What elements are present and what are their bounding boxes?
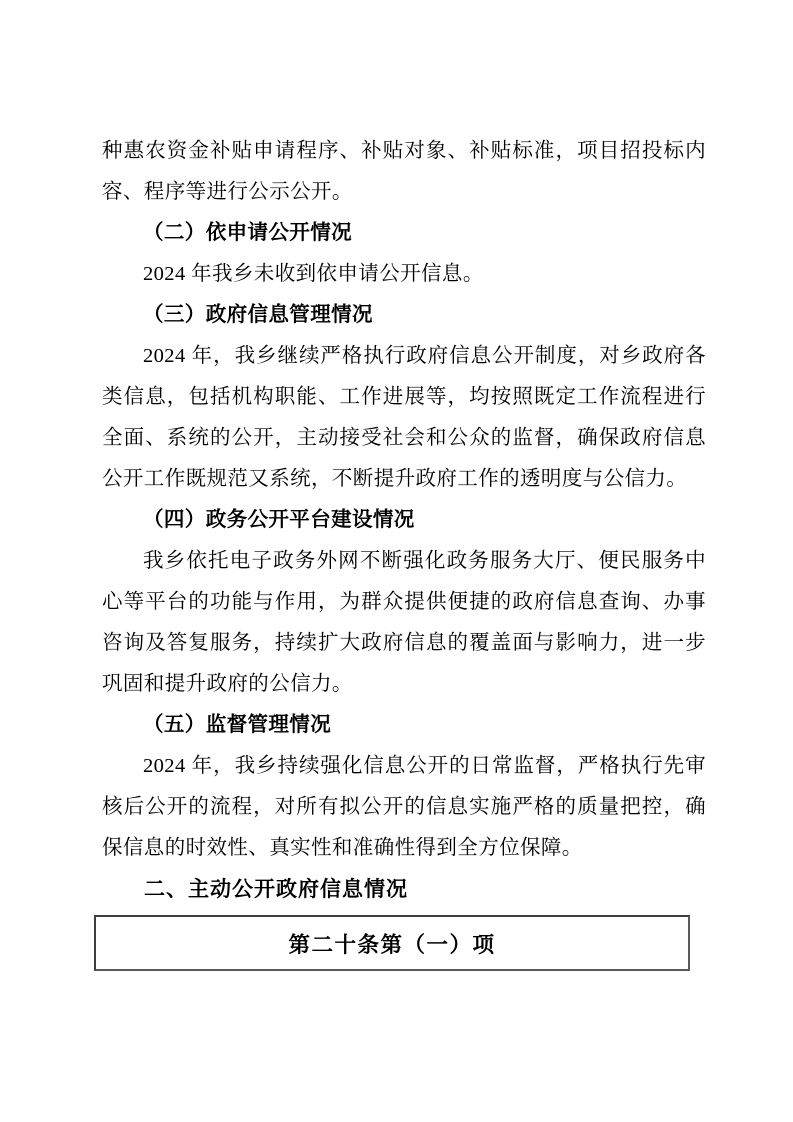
para-continuation-public-notice: 种惠农资金补贴申请程序、补贴对象、补贴标准，项目招投标内容、程序等进行公示公开。 bbox=[102, 140, 706, 203]
para-platform-construction: 我乡依托电子政务外网不断强化政务服务大厅、便民服务中心等平台的功能与作用，为群众提供便捷的政府信息查询、办事咨询及答复服务，持续扩大政府信息的覆盖面与影响力，进一步巩固和提升政府的公信力。 bbox=[102, 550, 706, 695]
para-by-request-disclosure: 2024 年我乡未收到依申请公开信息。 bbox=[143, 263, 484, 285]
subheading-platform-construction: （四）政务公开平台建设情况 bbox=[143, 509, 415, 531]
subheading-supervision-management: （五）监督管理情况 bbox=[143, 714, 332, 736]
subheading-info-management: （三）政府信息管理情况 bbox=[143, 304, 373, 326]
para-supervision-management: 2024 年，我乡持续强化信息公开的日常监督，严格执行先审核后公开的流程，对所有拟公开的信息实施严格的质量把控，确保信息的时效性、真实性和准确性得到全方位保障。 bbox=[102, 755, 706, 859]
document-content bbox=[102, 131, 706, 971]
table-header-box bbox=[94, 915, 690, 971]
subheading-by-request-disclosure: （二）依申请公开情况 bbox=[143, 222, 352, 244]
para-info-management: 2024 年，我乡继续严格执行政府信息公开制度，对乡政府各类信息，包括机构职能、工作进展等，均按照既定工作流程进行全面、系统的公开，主动接受社会和公众的监督，确保政府信息公开工作既规范又系统，不断提升政府工作的透明度与公信力。 bbox=[102, 345, 706, 490]
section-heading-proactive-disclosure: 二、主动公开政府信息情况 bbox=[144, 878, 408, 901]
table-header-article-20-item-1: 第二十条第（一）项 bbox=[288, 932, 496, 957]
